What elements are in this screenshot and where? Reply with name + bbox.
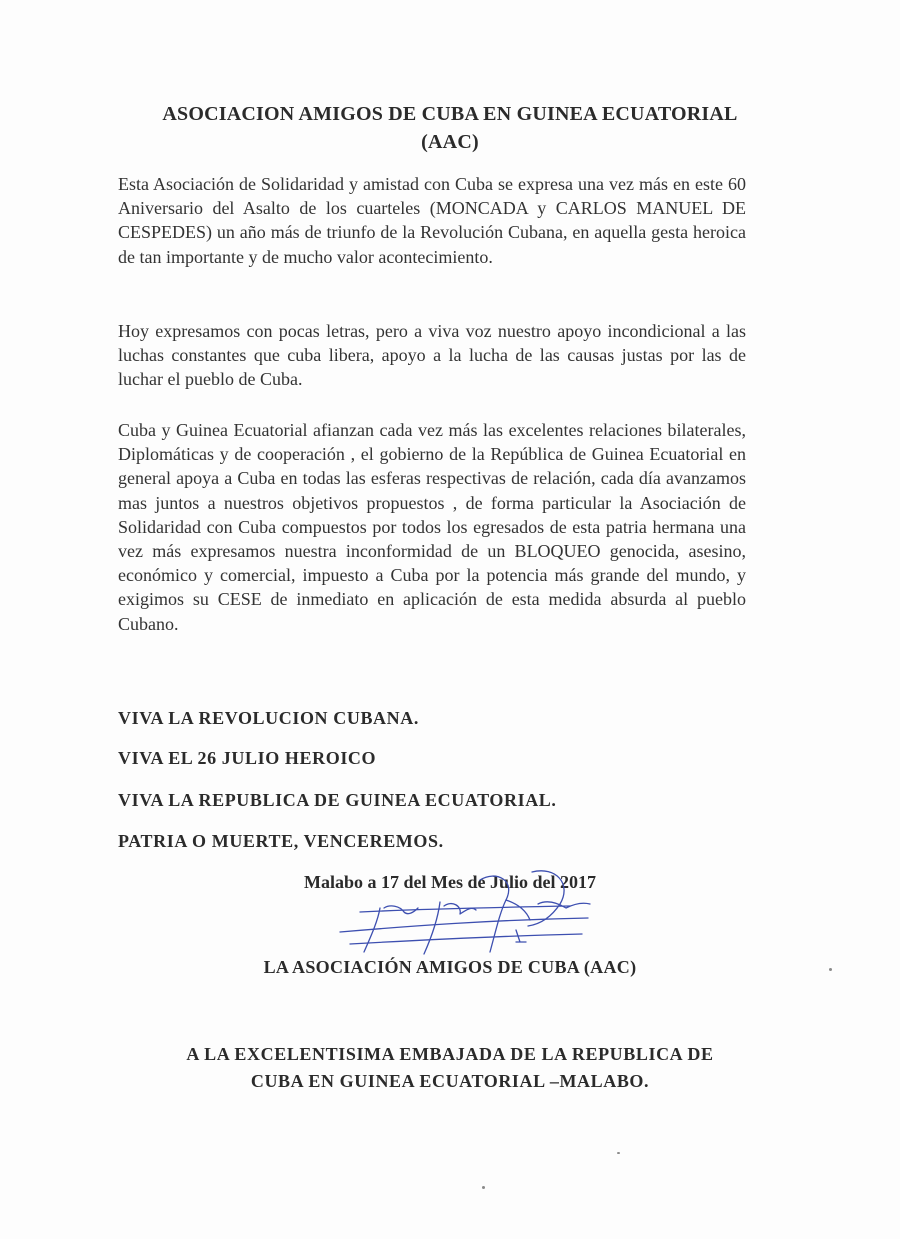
dateline: Malabo a 17 del Mes de Julio del 2017 <box>304 872 596 892</box>
paragraph-anniversary: Esta Asociación de Solidaridad y amistad con Cuba se expresa una vez más en este 60 Aniversario del Asalto de los cuarteles (MONCADA y CARLOS MANUEL DE CESPEDES) un año más de triunfo de la Revolución Cubana, en aquella gesta heroica de tan importante y de mucho valor acontecimiento. <box>118 174 746 267</box>
slogan-patria: PATRIA O MUERTE, VENCEREMOS. <box>118 831 444 851</box>
letter-title-line2: (AAC) <box>421 131 479 153</box>
paragraph-support: Hoy expresamos con pocas letras, pero a viva voz nuestro apoyo incondicional a las luchas constantes que cuba libera, apoyo a la lucha de las causas justas por las de luchar el pueblo de Cuba. <box>118 321 746 390</box>
slogan-26-julio: VIVA EL 26 JULIO HEROICO <box>118 748 377 768</box>
slogan-guinea: VIVA LA REPUBLICA DE GUINEA ECUATORIAL. <box>118 790 557 810</box>
scan-speck <box>617 1152 620 1154</box>
scan-speck <box>829 968 832 971</box>
addressee-line1: A LA EXCELENTISIMA EMBAJADA DE LA REPUBLICA DE <box>186 1044 714 1064</box>
addressee-line2: CUBA EN GUINEA ECUATORIAL –MALABO. <box>250 1071 650 1091</box>
paragraph-relations: Cuba y Guinea Ecuatorial afianzan cada vez más las excelentes relaciones bilaterales, Diplomáticas y de cooperación , el gobierno de la República de Guinea Ecuatorial en general apoya a Cuba en todas las esferas respectivas de relación, cada día avanzamos mas juntos a nuestros objetivos propuestos , de forma particular la Asociación de Solidaridad con Cuba compuestos por todos los egresados de esta patria hermana una vez más expresamos nuestra inconformidad de un BLOQUEO genocida, asesino, económico y comercial, impuesto a Cuba por la potencia más grande del mundo, y exigimos su CESE de inmediato en aplicación de esta medida absurda al pueblo Cubano. <box>118 420 746 634</box>
scan-speck <box>482 1186 485 1189</box>
letter-title-line1: ASOCIACION AMIGOS DE CUBA EN GUINEA ECUATORIAL <box>162 103 738 125</box>
signature-icon <box>320 860 610 960</box>
slogan-revolucion: VIVA LA REVOLUCION CUBANA. <box>118 708 419 728</box>
signing-organization: LA ASOCIACIÓN AMIGOS DE CUBA (AAC) <box>263 957 637 977</box>
